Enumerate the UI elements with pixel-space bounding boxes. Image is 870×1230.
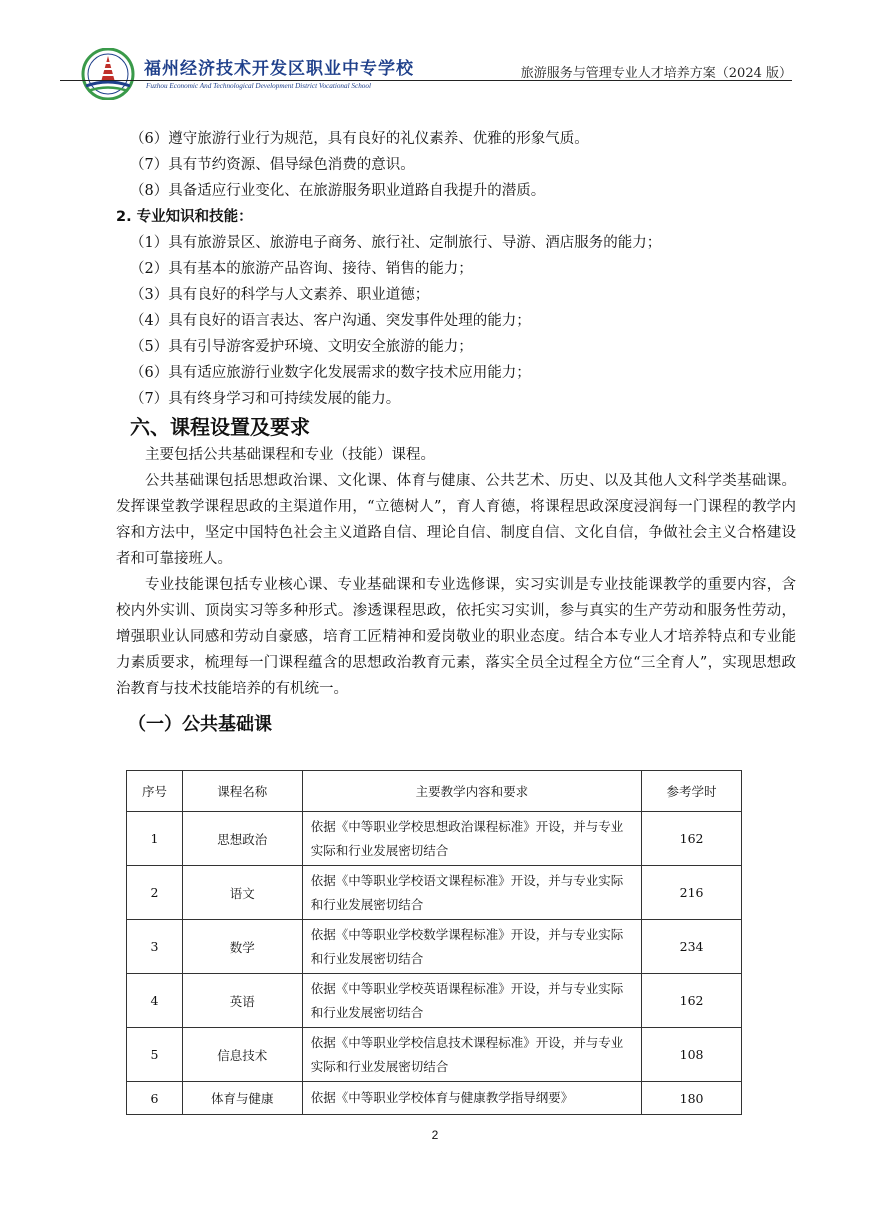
- cell-course-name: 语文: [182, 866, 302, 920]
- list-item: （6）遵守旅游行业行为规范，具有良好的礼仪素养、优雅的形象气质。: [130, 131, 589, 147]
- list-item: （8）具备适应行业变化、在旅游服务职业道路自我提升的潜质。: [130, 183, 546, 199]
- cell-course-name: 思想政治: [182, 812, 302, 866]
- list-item: （3）具有良好的科学与人文素养、职业道德；: [130, 287, 430, 303]
- cell-hours: 108: [642, 1028, 742, 1082]
- table-row: [127, 1028, 742, 1082]
- column-header: 序号: [127, 771, 183, 812]
- cell-course-name: 体育与健康: [182, 1082, 302, 1115]
- column-header: 参考学时: [642, 771, 742, 812]
- header-divider: [60, 80, 792, 81]
- list-item: （2）具有基本的旅游产品咨询、接待、销售的能力；: [130, 261, 473, 277]
- cell-content: 依据《中等职业学校语文课程标准》开设，并与专业实际和行业发展密切结合: [302, 866, 641, 920]
- column-header: 课程名称: [182, 771, 302, 812]
- table-row: [127, 1082, 742, 1115]
- cell-hours: 180: [642, 1082, 742, 1115]
- list-item: （5）具有引导游客爱护环境、文明安全旅游的能力；: [130, 339, 473, 355]
- table-row: [127, 866, 742, 920]
- section-title: 六、课程设置及要求: [130, 415, 310, 439]
- cell-course-name: 数学: [182, 920, 302, 974]
- cell-hours: 162: [642, 974, 742, 1028]
- cell-content: 依据《中等职业学校思想政治课程标准》开设，并与专业实际和行业发展密切结合: [302, 812, 641, 866]
- table-row: [127, 920, 742, 974]
- list-item: （1）具有旅游景区、旅游电子商务、旅行社、定制旅行、导游、酒店服务的能力；: [130, 235, 662, 251]
- school-name-cn: 福州经济技术开发区职业中专学校: [144, 59, 414, 79]
- column-header: 主要教学内容和要求: [302, 771, 641, 812]
- cell-number: 6: [127, 1082, 183, 1115]
- paragraph: 主要包括公共基础课程和专业（技能）课程。: [145, 447, 435, 463]
- cell-content: 依据《中等职业学校数学课程标准》开设，并与专业实际和行业发展密切结合: [302, 920, 641, 974]
- cell-content: 依据《中等职业学校英语课程标准》开设，并与专业实际和行业发展密切结合: [302, 974, 641, 1028]
- cell-hours: 234: [642, 920, 742, 974]
- cell-number: 1: [127, 812, 183, 866]
- table-row: [127, 812, 742, 866]
- cell-course-name: 信息技术: [182, 1028, 302, 1082]
- school-logo-icon: [80, 48, 140, 100]
- cell-course-name: 英语: [182, 974, 302, 1028]
- cell-number: 2: [127, 866, 183, 920]
- cell-number: 5: [127, 1028, 183, 1082]
- course-table: [126, 770, 742, 1115]
- cell-number: 3: [127, 920, 183, 974]
- table-header-row: [127, 771, 742, 812]
- page-content: [116, 126, 796, 758]
- list-item: （4）具有良好的语言表达、客户沟通、突发事件处理的能力；: [130, 313, 531, 329]
- paragraph: 专业技能课包括专业核心课、专业基础课和专业选修课，实习实训是专业技能课教学的重要内容，含校内外实训、顶岗实习等多种形式。渗透课程思政，依托实习实训，参与真实的生产劳动和服务性劳动，增强职业认同感和劳动自豪感，培育工匠精神和爱岗敬业的职业态度。结合本专业人才培养特点和专业能力素质要求，梳理每一门课程蕴含的思想政治教育元素，落实全员全过程全方位“三全育人”，实现思想政治教育与技术技能培养的有机统一。: [116, 577, 796, 697]
- paragraph: 公共基础课包括思想政治课、文化课、体育与健康、公共艺术、历史、以及其他人文科学类基础课。发挥课堂教学课程思政的主渠道作用，“立德树人”，育人育德，将课程思政深度浸润每一门课程的教学内容和方法中，坚定中国特色社会主义道路自信、理论自信、制度自信、文化自信，争做社会主义合格建设者和可靠接班人。: [116, 473, 796, 567]
- table-row: [127, 974, 742, 1028]
- cell-number: 4: [127, 974, 183, 1028]
- cell-hours: 162: [642, 812, 742, 866]
- document-title: 旅游服务与管理专业人才培养方案（2024 版）: [520, 66, 792, 81]
- school-name-en: Fuzhou Economic And Technological Development District Vocational School: [146, 82, 371, 90]
- list-item: （6）具有适应旅游行业数字化发展需求的数字技术应用能力；: [130, 365, 531, 381]
- subsection-title: （一）公共基础课: [128, 714, 272, 735]
- list-item: （7）具有节约资源、倡导绿色消费的意识。: [130, 157, 415, 173]
- page-header: [80, 48, 792, 100]
- cell-content: 依据《中等职业学校体育与健康教学指导纲要》: [302, 1082, 641, 1115]
- list-item: （7）具有终身学习和可持续发展的能力。: [130, 391, 401, 407]
- cell-content: 依据《中等职业学校信息技术课程标准》开设，并与专业实际和行业发展密切结合: [302, 1028, 641, 1082]
- page-number: 2: [431, 1128, 439, 1142]
- cell-hours: 216: [642, 866, 742, 920]
- subsection-heading: 2. 专业知识和技能：: [116, 209, 253, 225]
